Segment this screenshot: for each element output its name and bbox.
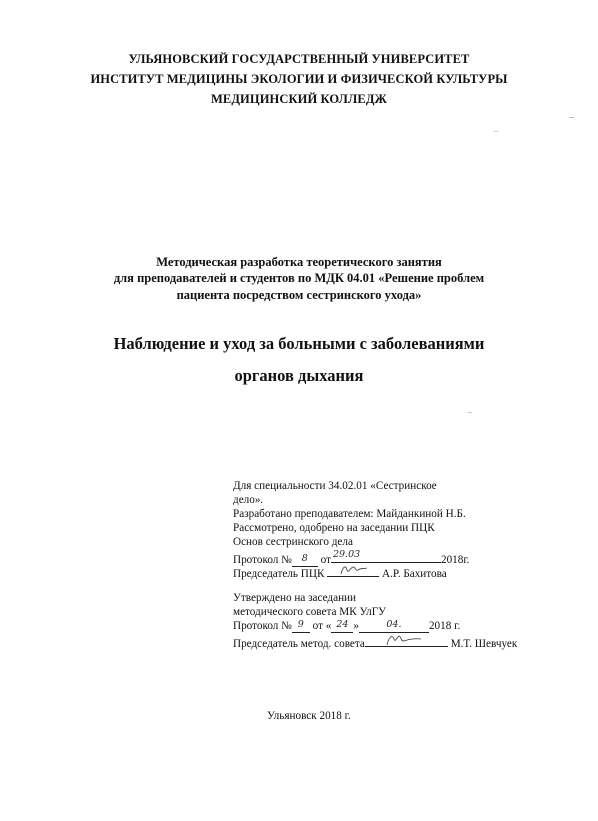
document-subtitle-line-3: пациента посредством сестринского ухода» <box>176 288 422 302</box>
specialty-line-1: Для специальности 34.02.01 «Сестринское <box>233 480 437 492</box>
specialty-line-2: дело». <box>233 494 264 506</box>
protocol-2-day-blank <box>331 620 353 633</box>
protocol-1-number: 8 <box>301 553 308 564</box>
city-year: Ульяновск 2018 г. <box>267 710 351 722</box>
institute-name: ИНСТИТУТ МЕДИЦИНЫ ЭКОЛОГИИ И ФИЗИЧЕСКОЙ КУЛЬТУРЫ <box>90 72 508 86</box>
protocol-2-year: 2018 г. <box>428 620 461 632</box>
protocol-2-close: » <box>353 620 359 632</box>
scan-mark <box>468 412 472 413</box>
method-chair-line <box>233 634 517 652</box>
protocol-1-date: 29.03 <box>332 549 361 560</box>
method-chair-signature-icon <box>365 634 448 646</box>
protocol-2-from: от « <box>312 620 332 632</box>
approved-line-1: Утверждено на заседании <box>233 592 357 604</box>
protocol-2-label: Протокол № <box>233 620 292 632</box>
university-name: УЛЬЯНОВСКИЙ ГОСУДАРСТВЕННЫЙ УНИВЕРСИТЕТ <box>128 52 470 66</box>
document-subtitle-line-1: Методическая разработка теоретического занятия <box>156 255 442 269</box>
protocol-1-label: Протокол № <box>233 554 292 566</box>
document-subtitle-line-2: для преподавателей и студентов по МДК 04.01 «Решение проблем <box>113 271 485 285</box>
protocol-1-from: от <box>320 554 331 566</box>
protocol-2-month-blank <box>359 620 429 633</box>
method-chair-name: М.Т. Шевчуек <box>450 638 518 650</box>
chair-name: А.Р. Бахитова <box>382 568 447 580</box>
reviewed-line-2: Основ сестринского дела <box>233 536 353 548</box>
topic-title-line-2: органов дыхания <box>234 366 364 385</box>
protocol-2-number-blank <box>292 620 310 633</box>
scan-mark <box>569 117 574 118</box>
topic-title-line-1: Наблюдение и уход за больными с заболеваниями <box>113 334 485 353</box>
developed-by: Разработано преподавателем: Майданкиной Н.Б. <box>233 508 466 520</box>
protocol-2-day: 24 <box>336 619 349 630</box>
method-chair-label: Председатель метод. совета <box>233 638 365 650</box>
chair-signature-icon <box>327 564 379 576</box>
protocol-2-month: 04. <box>386 619 402 630</box>
protocol-1-year: 2018г. <box>440 554 470 566</box>
college-name: МЕДИЦИНСКИЙ КОЛЛЕДЖ <box>211 92 387 106</box>
reviewed-line-1: Рассмотрено, одобрено на заседании ПЦК <box>233 522 435 534</box>
protocol-1-date-blank <box>331 550 441 563</box>
chair-line <box>233 564 447 582</box>
scan-mark <box>494 131 498 132</box>
chair-label: Председатель ПЦК <box>233 568 325 580</box>
protocol-2-number: 9 <box>297 619 304 630</box>
approved-line-2: методического совета МК УлГУ <box>233 606 387 618</box>
chair-signature-blank <box>327 564 379 577</box>
protocol-2-line <box>233 620 460 634</box>
method-chair-signature-blank <box>365 634 448 647</box>
